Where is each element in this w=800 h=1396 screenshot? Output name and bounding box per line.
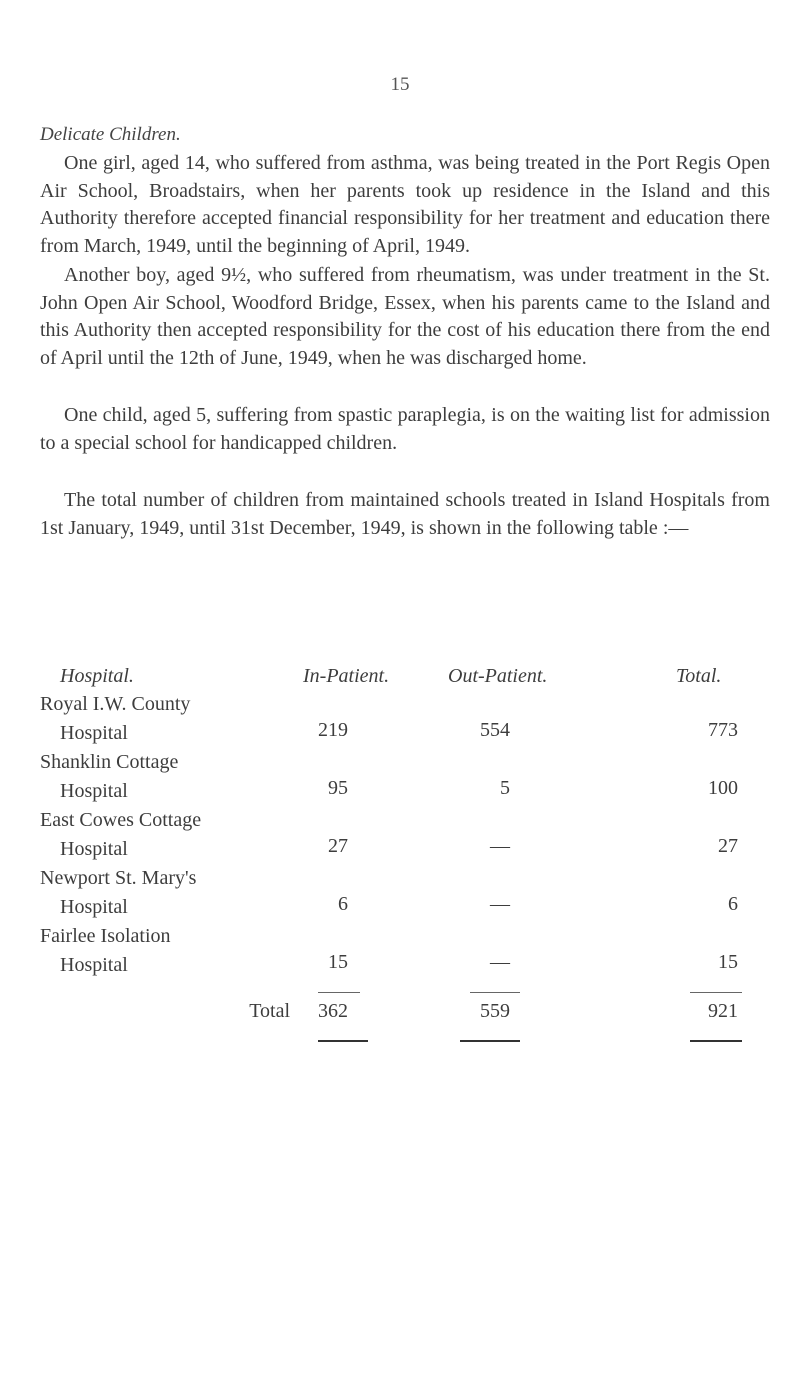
paragraph-4 [40,487,770,542]
paragraph-1 [40,150,770,260]
header-total: Total. [676,665,722,687]
hospital-name-cont: Hospital [60,954,128,976]
out-patient-cell: — [490,951,510,973]
hospital-name: Royal I.W. County [40,693,191,715]
paragraph-2 [40,262,770,372]
total-label: Total [249,1000,290,1022]
in-patient-cell: 95 [328,777,348,799]
total-out-patient: 559 [480,1000,510,1022]
hospital-name-cont: Hospital [60,896,128,918]
out-patient-cell: 5 [500,777,510,799]
page-number: 15 [390,74,410,95]
hospital-name: Fairlee Isolation [40,925,171,947]
header-out-patient: Out-Patient. [448,665,548,687]
sum-rule [690,992,742,993]
out-patient-cell: — [490,893,510,915]
total-cell: 6 [728,893,738,915]
paragraph-3-text: One child, aged 5, suffering from spastic paraplegia, is on the waiting list for admission to a special school for handicapped children. [40,404,770,454]
total-cell: 773 [708,719,738,741]
hospital-name: East Cowes Cottage [40,809,202,831]
in-patient-cell: 6 [338,893,348,915]
sum-rule [318,992,360,993]
total-cell: 100 [708,777,738,799]
paragraph-4-text: The total number of children from maintained schools treated in Island Hospitals from 1st January, 1949, until 31st December, 1949, is shown in the following table :— [40,489,770,539]
in-patient-cell: 219 [318,719,348,741]
sum-rule [470,992,520,993]
total-rule [460,1040,520,1042]
hospital-name: Shanklin Cottage [40,751,179,773]
hospital-name-cont: Hospital [60,780,128,802]
paragraph-3 [40,402,770,457]
header-hospital: Hospital. [60,665,134,687]
in-patient-cell: 15 [328,951,348,973]
paragraph-1-text: One girl, aged 14, who suffered from asthma, was being treated in the Port Regis Open Air School, Broadstairs, when her parents took up residence in the Island and this Authority therefore accepted financial responsibility for her treatment and education there from March, 1949, until the beginning of April, 1949. [40,152,770,257]
total-cell: 27 [718,835,738,857]
total-rule [690,1040,742,1042]
hospital-name: Newport St. Mary's [40,867,197,889]
total-cell: 15 [718,951,738,973]
total-rule [318,1040,368,1042]
grand-total: 921 [708,1000,738,1022]
paragraph-2-text: Another boy, aged 9½, who suffered from rheumatism, was under treatment in the St. John Open Air School, Woodford Bridge, Essex, when his parents came to the Island and this Authority then accepted responsibility for the cost of his education there from the end of April until the 12th of June, 1949, when he was discharged home. [40,264,770,369]
section-heading: Delicate Children. [40,124,181,145]
total-in-patient: 362 [318,1000,348,1022]
in-patient-cell: 27 [328,835,348,857]
hospital-name-cont: Hospital [60,838,128,860]
header-in-patient: In-Patient. [303,665,390,687]
out-patient-cell: 554 [480,719,510,741]
out-patient-cell: — [490,835,510,857]
hospital-name-cont: Hospital [60,722,128,744]
